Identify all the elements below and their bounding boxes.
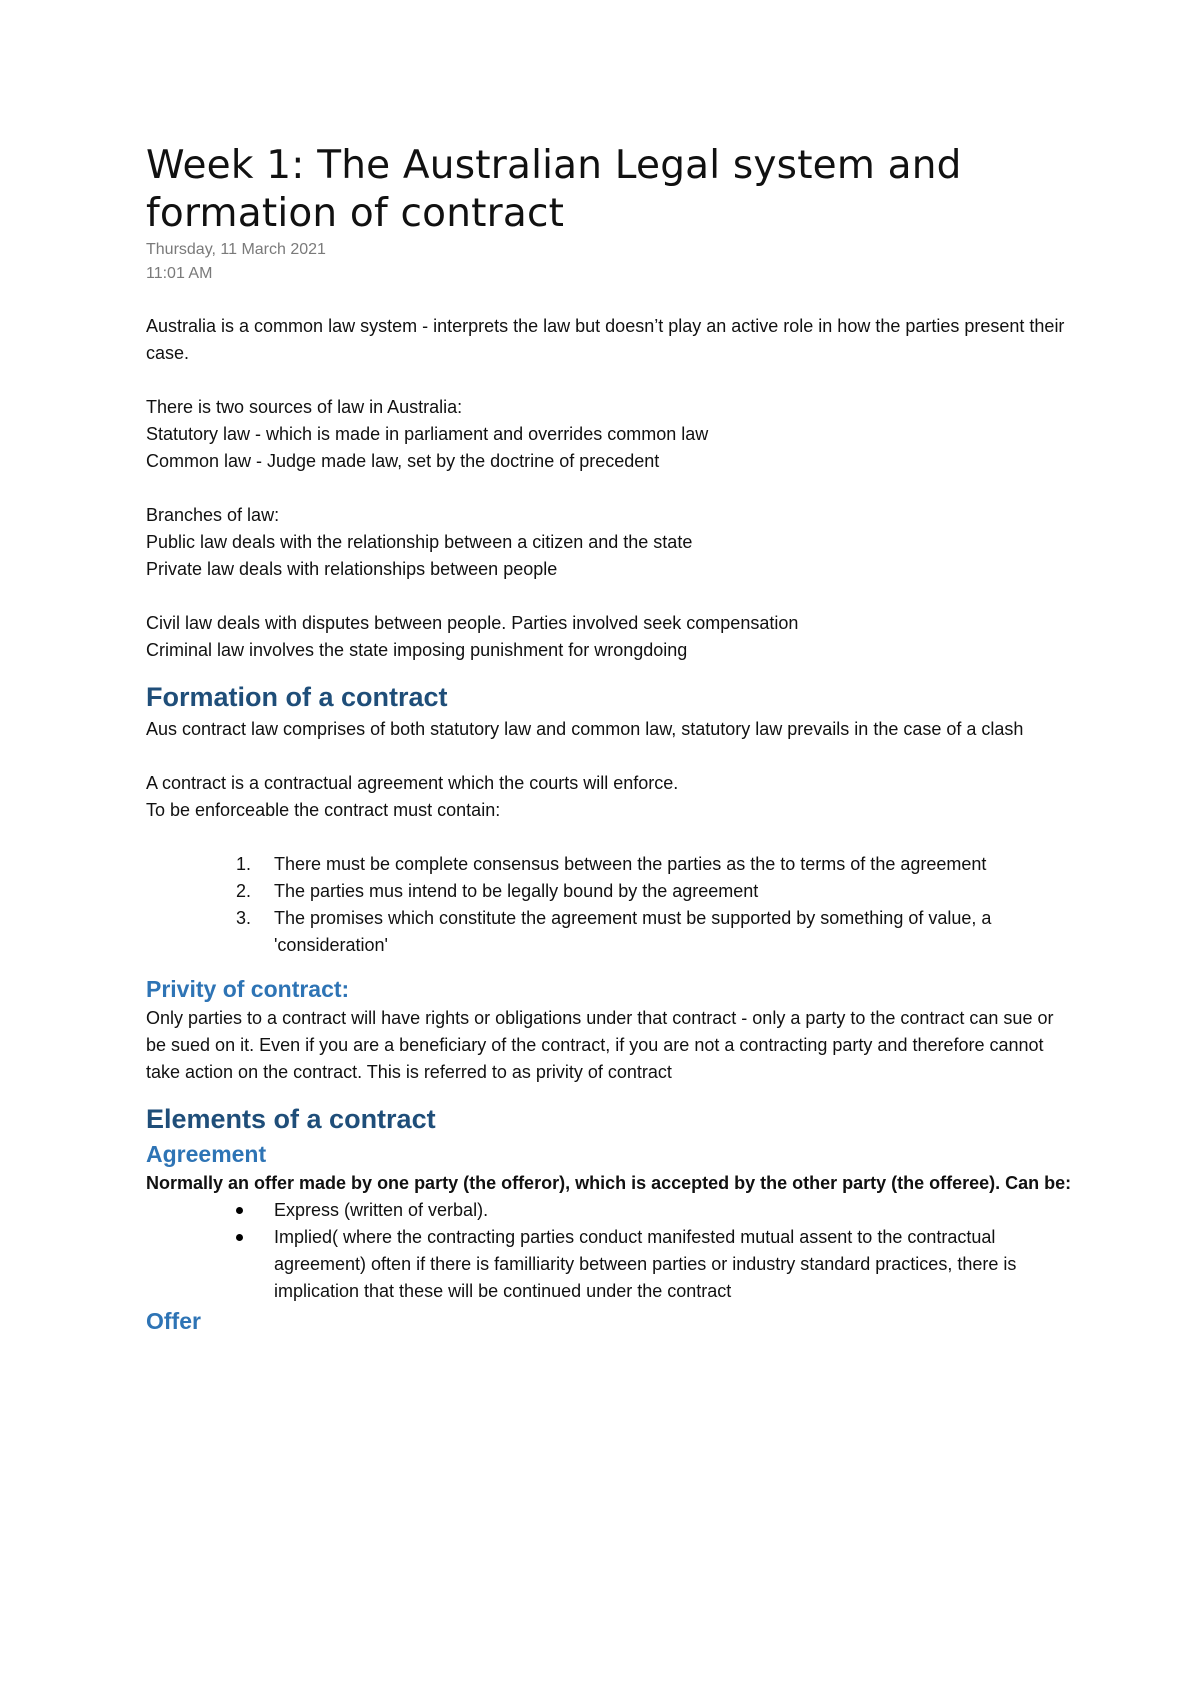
civil-law-line: Civil law deals with disputes between people. Parties involved seek compensation — [146, 613, 799, 633]
list-item — [146, 1197, 1076, 1224]
privity-paragraph: Only parties to a contract will have rights or obligations under that contract - only a party to the contract can sue or be sued on it. Even if you are a beneficiary of the contract, if you are not a contracting party and therefore cannot take action on the contract. This is referred to as privity of contract — [146, 1008, 1054, 1082]
list-number: 3. — [236, 908, 252, 928]
spacer — [146, 959, 1076, 973]
agreement-intro: Normally an offer made by one party (the offeror), which is accepted by the other party (the offeree). Can be: — [146, 1173, 1072, 1193]
branches-heading: Branches of law: — [146, 505, 280, 525]
list-item-text: The promises which constitute the agreement must be supported by something of value, a 'consideration' — [274, 908, 992, 955]
intro-paragraph: Australia is a common law system - interprets the law but doesn’t play an active role in how the parties present their case. — [146, 316, 1065, 363]
offer-heading: Offer — [146, 1308, 201, 1334]
list-number: 1. — [236, 854, 252, 874]
spacer — [146, 583, 1076, 610]
agreement-types-list — [146, 1197, 1076, 1305]
spacer — [146, 824, 1076, 851]
spacer — [146, 367, 1076, 394]
list-item — [146, 878, 1076, 905]
requirements-list — [146, 851, 1076, 959]
list-item — [146, 1224, 1076, 1305]
document-page — [146, 142, 1076, 1337]
list-item-text: The parties mus intend to be legally bound by the agreement — [274, 881, 759, 901]
spacer — [146, 475, 1076, 502]
aus-contract-law-paragraph: Aus contract law comprises of both statutory law and common law, statutory law prevails in the case of a clash — [146, 719, 1024, 739]
list-item-text: Implied( where the contracting parties conduct manifested mutual assent to the contractual agreement) often if there is familliarity between parties or industry standard practices, there is implication that these will be continued under the contract — [274, 1227, 1017, 1301]
list-item-text: There must be complete consensus between the parties as the to terms of the agreement — [274, 854, 987, 874]
formation-heading: Formation of a contract — [146, 682, 448, 712]
statutory-law-line: Statutory law - which is made in parliament and overrides common law — [146, 424, 709, 444]
note-time: 11:01 AM — [146, 265, 213, 282]
spacer — [146, 1086, 1076, 1100]
page-title-line-2: formation of contract — [146, 191, 565, 236]
sources-heading: There is two sources of law in Australia: — [146, 397, 463, 417]
contract-definition: A contract is a contractual agreement which the courts will enforce. — [146, 773, 679, 793]
spacer — [146, 286, 1076, 313]
list-item — [146, 851, 1076, 878]
agreement-heading: Agreement — [146, 1141, 267, 1167]
list-item-text: Express (written of verbal). — [274, 1200, 489, 1220]
public-law-line: Public law deals with the relationship between a citizen and the state — [146, 532, 693, 552]
common-law-line: Common law - Judge made law, set by the doctrine of precedent — [146, 451, 660, 471]
privity-heading: Privity of contract: — [146, 976, 350, 1002]
bullet-icon — [236, 1207, 243, 1214]
elements-heading: Elements of a contract — [146, 1104, 436, 1134]
enforceable-intro: To be enforceable the contract must contain: — [146, 800, 501, 820]
spacer — [146, 743, 1076, 770]
page-title-line-1: Week 1: The Australian Legal system and — [146, 143, 962, 188]
spacer — [146, 664, 1076, 678]
private-law-line: Private law deals with relationships between people — [146, 559, 558, 579]
list-item — [146, 905, 1076, 959]
page-title — [146, 142, 1076, 238]
bullet-icon — [236, 1234, 243, 1241]
criminal-law-line: Criminal law involves the state imposing punishment for wrongdoing — [146, 640, 688, 660]
list-number: 2. — [236, 881, 252, 901]
note-date: Thursday, 11 March 2021 — [146, 241, 326, 258]
